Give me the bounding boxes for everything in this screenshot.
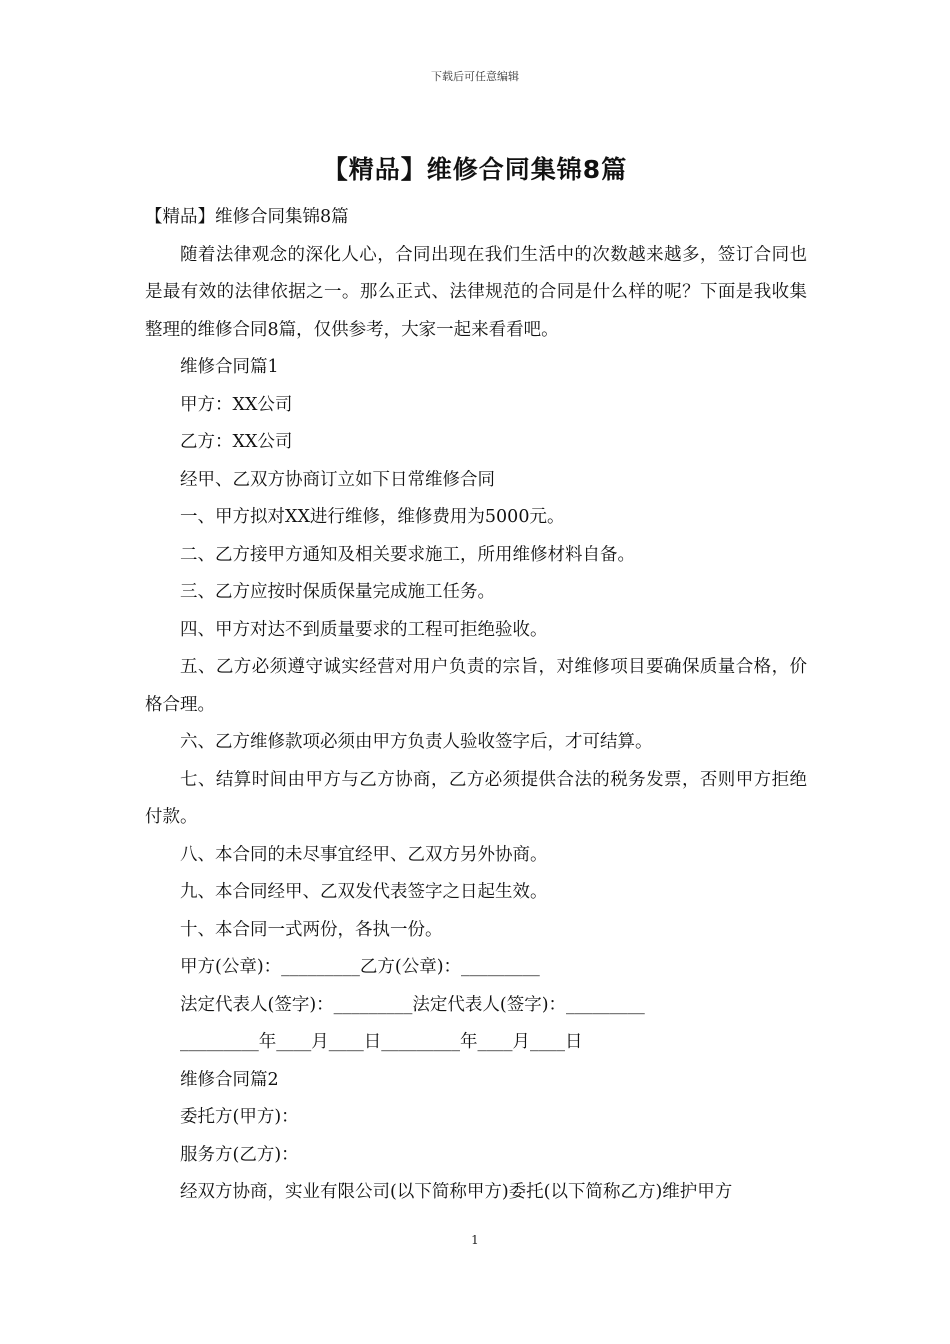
paragraph: 随着法律观念的深化人心，合同出现在我们生活中的次数越来越多，签订合同也是最有效的法律依据之一。那么正式、法律规范的合同是什么样的呢？下面是我收集整理的维修合同8篇，仅供参考，大家一起来看看吧。 [145,244,807,340]
signature-line: 甲方(公章)：_________乙方(公章)：_________ [180,957,540,977]
clause: 七、结算时间由甲方与乙方协商，乙方必须提供合法的税务发票，否则甲方拒绝付款。 [145,769,807,827]
clause: 三、乙方应按时保质保量完成施工任务。 [180,582,495,602]
paragraph: 甲方：XX公司 [180,394,293,415]
paragraph: 经甲、乙双方协商订立如下日常维修合同 [180,469,495,490]
clause: 五、乙方必须遵守诚实经营对用户负责的宗旨，对维修项目要确保质量合格，价格合理。 [145,657,807,715]
paragraph: 经双方协商，实业有限公司(以下简称甲方)委托(以下简称乙方)维护甲方 [180,1182,733,1202]
clause: 八、本合同的未尽事宜经甲、乙双方另外协商。 [180,844,548,865]
paragraph: 服务方(乙方)： [180,1144,299,1165]
document-title: 【精品】维修合同集锦8篇 [322,155,628,184]
clause: 九、本合同经甲、乙双发代表签字之日起生效。 [180,882,548,902]
page-header-note: 下载后可任意编辑 [431,70,519,83]
clause: 二、乙方接甲方通知及相关要求施工，所用维修材料自备。 [180,544,635,565]
section-heading: 维修合同篇1 [180,357,279,377]
clause: 一、甲方拟对XX进行维修，维修费用为5000元。 [180,507,565,527]
paragraph: 委托方(甲方)： [180,1107,299,1127]
signature-line: 法定代表人(签字)：_________法定代表人(签字)：_________ [180,994,645,1015]
date-line: _________年____月____日_________年____月____日 [180,1032,583,1052]
paragraph: 乙方：XX公司 [180,432,293,452]
clause: 四、甲方对达不到质量要求的工程可拒绝验收。 [180,619,548,640]
document-body [145,199,807,1212]
section-heading: 维修合同篇2 [180,1069,279,1090]
clause: 六、乙方维修款项必须由甲方负责人验收签字后，才可结算。 [180,732,653,752]
page-number: 1 [471,1233,479,1247]
clause: 十、本合同一式两份，各执一份。 [180,919,443,940]
paragraph: 【精品】维修合同集锦8篇 [145,207,349,227]
